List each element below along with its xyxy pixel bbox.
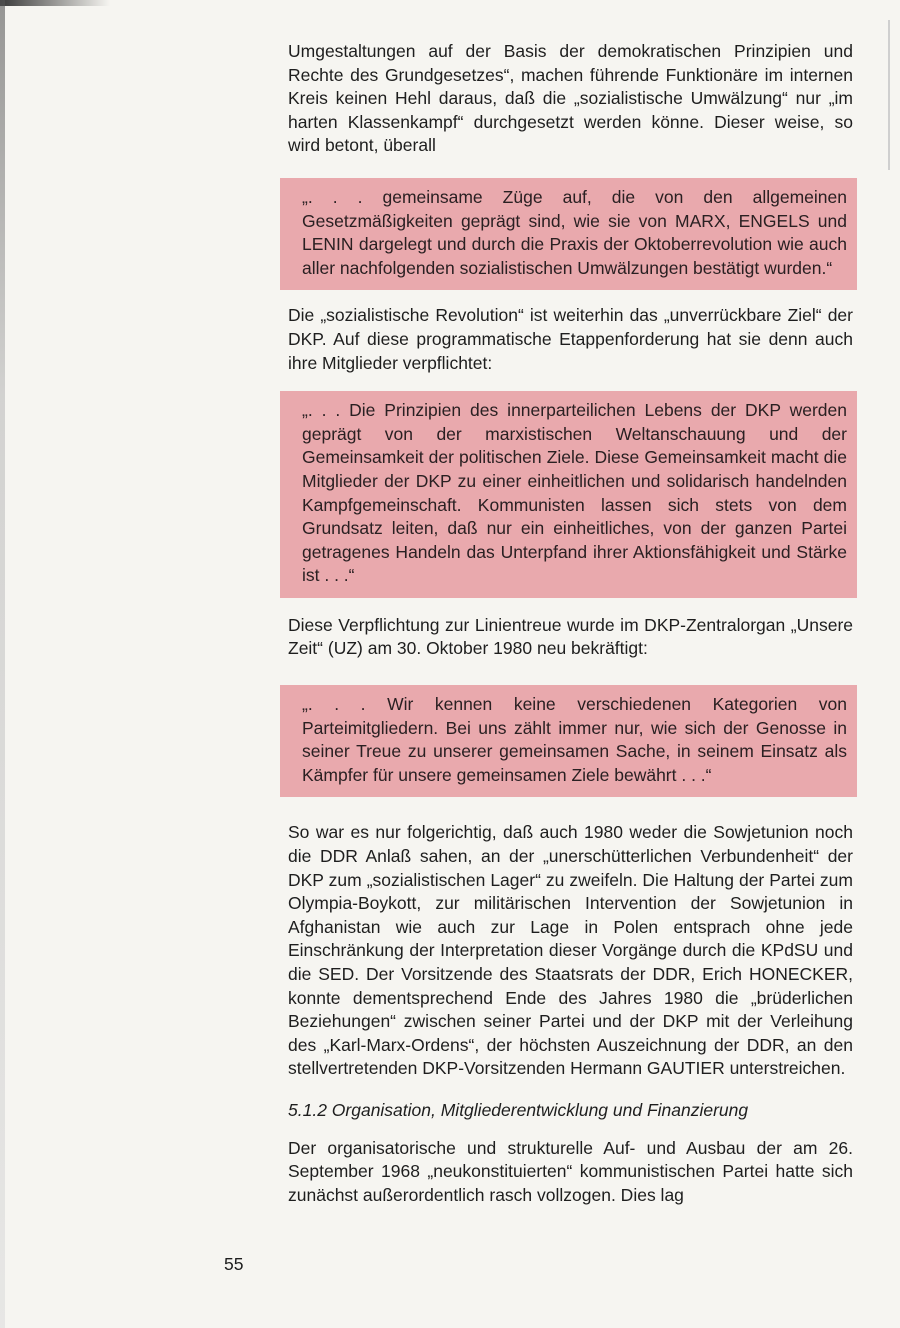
quote-highlight-kategorien: „. . . Wir kennen keine verschiedenen Kategorien von Parteimitgliedern. Bei uns zählt immer nur, wie sich der Genosse in seiner Treue zu unserer gemeinsamen Sache, in seinem Einsatz als Kämpfer für unsere gemeinsamen Ziele bewährt . . .“ [280,685,857,797]
page-number: 55 [224,1254,244,1274]
paragraph-linientreue: Diese Verpflichtung zur Linientreue wurde im DKP-Zentralorgan „Unsere Zeit“ (UZ) am 30. Oktober 1980 neu bekräftigt: [288,614,853,659]
quote-highlight-gesetzmaessigkeiten: „. . . gemeinsame Züge auf, die von den allgemeinen Gesetzmäßigkeiten geprägt sind, wie sie von MARX, ENGELS und LENIN dargelegt und durch die Praxis der Oktoberrevolution wie auch aller nachfolgenden sozialistischen Umwälzungen bestätigt wurden.“ [280,178,857,290]
paragraph-intro: Umgestaltungen auf der Basis der demokratischen Prinzipien und Rechte des Grundgesetzes“, machen führende Funktionäre im internen Kreis keinen Hehl daraus, daß die „sozialistische Umwälzung“ nur „im harten Klassenkampf“ durchgesetzt werden könne. Dieser weise, so wird betont, überall [288,41,853,156]
section-heading: 5.1.2 Organisation, Mitgliederentwicklung und Finanzierung [288,1099,749,1120]
page-edge-line-right [888,20,890,170]
paragraph-revolution: Die „sozialistische Revolution“ ist weiterhin das „unverrückbare Ziel“ der DKP. Auf diese programmatische Etappenforderung hat sie denn auch ihre Mitglieder verpflichtet: [288,305,853,373]
paragraph-organisation: Der organisatorische und strukturelle Auf- und Ausbau der am 26. September 1968 „neukonstituierten“ kommunistischen Partei hatte sich zunächst außerordentlich rasch vollzogen. Dies lag [288,1137,853,1205]
page-edge-shadow-left [0,0,5,1328]
paragraph-sowjetunion: So war es nur folgerichtig, daß auch 1980 weder die Sowjetunion noch die DDR Anlaß sahen, an der „unerschütterlichen Verbundenheit“ der DKP zum „sozialistischen Lager“ zu zweifeln. Die Haltung der Partei zum Olympia-Boykott, zur militärischen Intervention der Sowjetunion in Afghanistan wie auch zur Lage in Polen entsprach ohne jede Einschränkung der Interpretation dieser Vorgänge durch die KPdSU und die SED. Der Vorsitzende des Staatsrats der DDR, Erich HONECKER, konnte dementsprechend Ende des Jahres 1980 die „brüderlichen Beziehungen“ zwischen seiner Partei und der DKP mit der Verleihung des „Karl-Marx-Ordens“, der höchsten Auszeichnung der DDR, an den stellvertretenden DKP-Vorsitzenden Hermann GAUTIER unterstreichen. [288,822,853,1079]
page-body [288,40,853,1207]
page-edge-shadow-top [0,0,110,6]
quote-highlight-prinzipien: „. . . Die Prinzipien des innerparteilichen Lebens der DKP werden geprägt von der marxistischen Weltanschauung und der Gemeinsamkeit der politischen Ziele. Diese Gemeinsamkeit macht die Mitglieder der DKP zu einer einheitlichen und solidarisch handelnden Kampfgemeinschaft. Kommunisten lassen sich stets von dem Grundsatz leiten, daß nur ein einheitliches, von der ganzen Partei getragenes Handeln das Unterpfand ihrer Aktionsfähigkeit und Stärke ist . . .“ [280,391,857,598]
